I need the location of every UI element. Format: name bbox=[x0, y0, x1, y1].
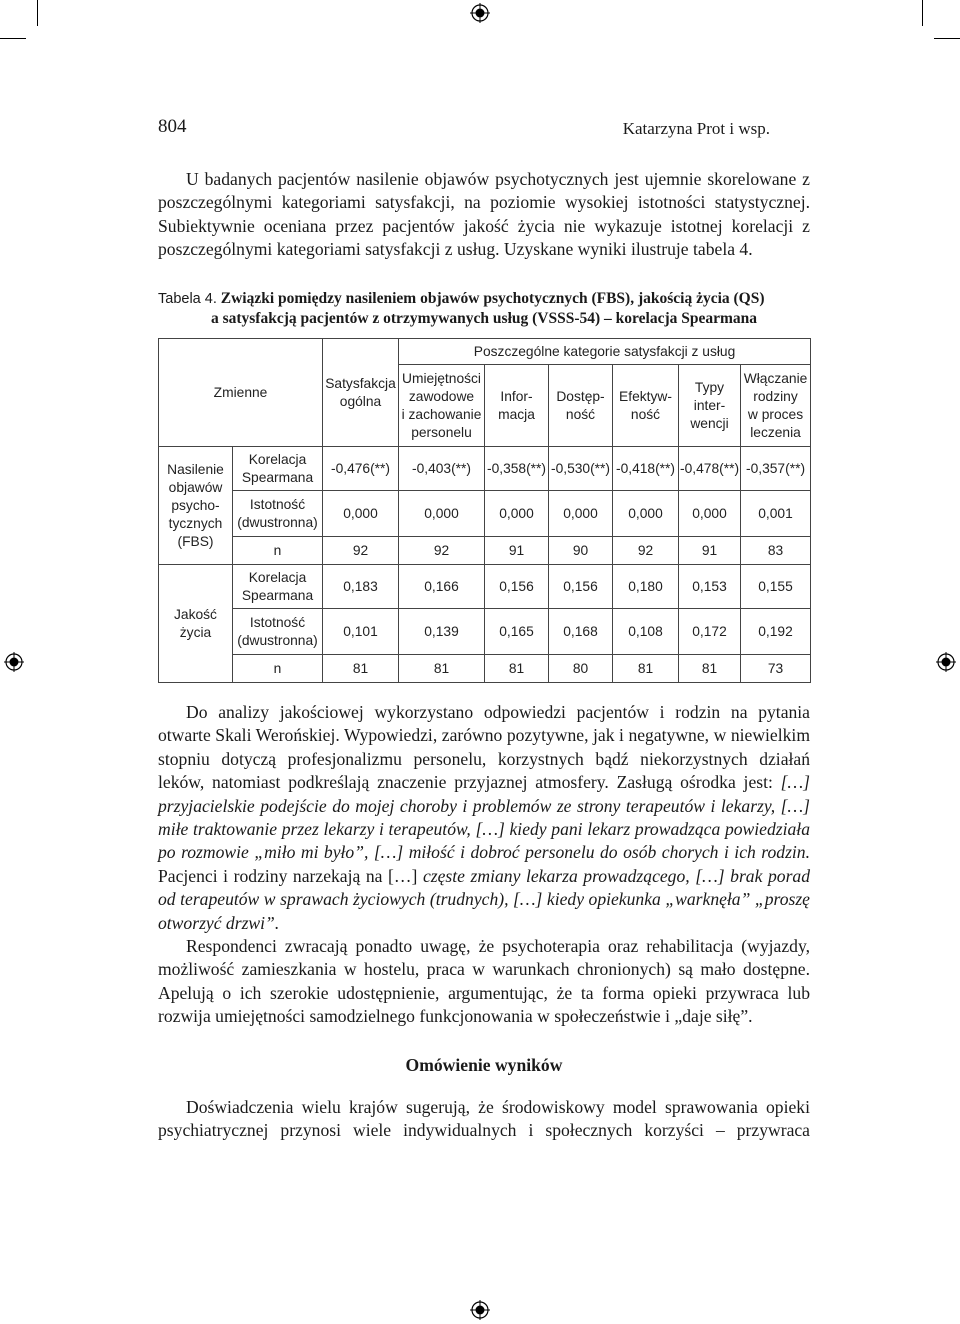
qualitative-quote-2: częste zmiany lekarza prowadzącego, […] brak porad od terapeutów w sprawach życiowych (trudnych), […] kiedy opiekunka „warknęła” „proszę otworzyć drzwi”. bbox=[158, 865, 811, 933]
cell: 0,000 bbox=[485, 491, 549, 537]
registration-mark-top-icon bbox=[470, 3, 490, 23]
cell: 90 bbox=[549, 537, 613, 565]
header-category: Infor- macja bbox=[485, 365, 549, 447]
header-category: Typy inter- wencji bbox=[679, 365, 741, 447]
cell: 0,000 bbox=[613, 491, 679, 537]
table-caption bbox=[158, 289, 810, 329]
cell: 81 bbox=[613, 655, 679, 683]
cell: 0,153 bbox=[679, 565, 741, 609]
cell: -0,478(**) bbox=[679, 447, 741, 491]
header-category: Efektyw- ność bbox=[613, 365, 679, 447]
cell: -0,403(**) bbox=[399, 447, 485, 491]
cell: -0,476(**) bbox=[323, 447, 399, 491]
qualitative-quote-1: […] przyjacielskie podejście do mojej choroby i problemów ze strony terapeutów i lekarzy, […] miłe traktowanie przez lekarzy i terapeutów, […] kiedy pani lekarz prowadząca powiedziała po rozmowie „miło mi było”, […] miłość i dobroć personelu do osób chorych i ich rodzin. bbox=[158, 772, 810, 863]
cell: 0,156 bbox=[485, 565, 549, 609]
qualitative-paragraph bbox=[158, 701, 810, 935]
table-row bbox=[159, 447, 811, 491]
cell: 0,139 bbox=[399, 609, 485, 655]
cell: 83 bbox=[741, 537, 811, 565]
qualitative-text-1: Do analizy jakościowej wykorzystano odpowiedzi pacjentów i rodzin na pytania otwarte Skali Werońskiej. Wypowiedzi, zarówno pozytywne, jak i negatywne, w niewielkim stopniu dotyczą profesjonalizmu personelu, korzystnych bądź niekorzystnych działań leków, natomiast podkreślają znaczenie przyjaznej atmosfery. Zasługą ośrodka jest: bbox=[158, 702, 810, 793]
correlation-table bbox=[158, 338, 811, 683]
discussion-block bbox=[158, 1096, 810, 1143]
cell: -0,357(**) bbox=[741, 447, 811, 491]
cell: 0,001 bbox=[741, 491, 811, 537]
cell: 81 bbox=[323, 655, 399, 683]
row-label: Istotność (dwustronna) bbox=[233, 609, 323, 655]
cell: 0,000 bbox=[679, 491, 741, 537]
cell: 0,000 bbox=[399, 491, 485, 537]
cell: 91 bbox=[485, 537, 549, 565]
group-label-fbs: Nasilenie objawów psycho- tycznych (FBS) bbox=[159, 447, 233, 565]
table-row bbox=[159, 655, 811, 683]
cell: 81 bbox=[399, 655, 485, 683]
cell: 0,101 bbox=[323, 609, 399, 655]
table-caption-label: Tabela 4. bbox=[158, 291, 217, 307]
intro-paragraph-block bbox=[158, 168, 810, 262]
cell: 0,000 bbox=[323, 491, 399, 537]
header-category: Dostęp- ność bbox=[549, 365, 613, 447]
cell: 80 bbox=[549, 655, 613, 683]
row-label: Korelacja Spearmana bbox=[233, 447, 323, 491]
qualitative-analysis-block bbox=[158, 701, 810, 1029]
cell: -0,418(**) bbox=[613, 447, 679, 491]
cell: 0,168 bbox=[549, 609, 613, 655]
row-label: n bbox=[233, 537, 323, 565]
crop-mark-top-right-h bbox=[934, 38, 960, 39]
table-row bbox=[159, 537, 811, 565]
intro-paragraph: U badanych pacjentów nasilenie objawów psychotycznych jest ujemnie skorelowane z poszczególnymi kategoriami satysfakcji, na poziomie wysokiej istotności statystycznej. Subiektywnie oceniana przez pacjentów jakość życia nie wykazuje istotnej korelacji z poszczególnymi kategoriami satysfakcji z usług. Uzyskane wyniki ilustruje tabela 4. bbox=[158, 169, 810, 260]
discussion-paragraph: Doświadczenia wielu krajów sugerują, że środowiskowy model sprawowania opieki psychiatrycznej przynosi wiele indywidualnych i społecznych korzyści – przywraca bbox=[158, 1097, 810, 1141]
crop-mark-top-left-h bbox=[0, 38, 26, 39]
cell: -0,530(**) bbox=[549, 447, 613, 491]
cell: 0,172 bbox=[679, 609, 741, 655]
table-row bbox=[159, 565, 811, 609]
table-row bbox=[159, 609, 811, 655]
crop-mark-top-left bbox=[37, 0, 38, 26]
crop-mark-top-right bbox=[922, 0, 923, 26]
cell: 0,155 bbox=[741, 565, 811, 609]
table-caption-title-line1: Związki pomiędzy nasileniem objawów psychotycznych (FBS), jakością życia (QS) bbox=[220, 290, 765, 307]
header-satysfakcja-ogolna: Satysfakcja ogólna bbox=[323, 339, 399, 447]
cell: 0,166 bbox=[399, 565, 485, 609]
cell: 73 bbox=[741, 655, 811, 683]
cell: 91 bbox=[679, 537, 741, 565]
registration-mark-bottom-icon bbox=[470, 1300, 490, 1320]
cell: 0,183 bbox=[323, 565, 399, 609]
row-label: Istotność (dwustronna) bbox=[233, 491, 323, 537]
header-category-group: Poszczególne kategorie satysfakcji z usług bbox=[399, 339, 811, 365]
cell: 0,165 bbox=[485, 609, 549, 655]
table-caption-title-line2: a satysfakcją pacjentów z otrzymywanych usług (VSSS-54) – korelacja Spearmana bbox=[210, 310, 758, 327]
cell: 81 bbox=[485, 655, 549, 683]
group-label-quality-of-life: Jakość życia bbox=[159, 565, 233, 683]
header-category: Włączanie rodziny w proces leczenia bbox=[741, 365, 811, 447]
cell: -0,358(**) bbox=[485, 447, 549, 491]
cell: 0,108 bbox=[613, 609, 679, 655]
cell: 92 bbox=[399, 537, 485, 565]
page-number: 804 bbox=[158, 116, 187, 137]
qualitative-text-2: Pacjenci i rodziny narzekają na […] bbox=[158, 865, 423, 886]
cell: 92 bbox=[613, 537, 679, 565]
running-head: Katarzyna Prot i wsp. bbox=[622, 119, 770, 138]
registration-mark-left-icon bbox=[4, 652, 24, 672]
header-category: Umiejętności zawodowe i zachowanie personelu bbox=[399, 365, 485, 447]
row-label: n bbox=[233, 655, 323, 683]
registration-mark-right-icon bbox=[936, 652, 956, 672]
cell: 0,180 bbox=[613, 565, 679, 609]
cell: 0,156 bbox=[549, 565, 613, 609]
section-heading: Omówienie wyników bbox=[405, 1055, 563, 1075]
cell: 81 bbox=[679, 655, 741, 683]
respondents-paragraph: Respondenci zwracają ponadto uwagę, że psychoterapia oraz rehabilitacja (wyjazdy, możliwość zamieszkania w hostelu, praca w warunkach chronionych) są mało dostępne. Apelują o ich szerokie udostępnienie, argumentując, że ta forma opieki przywraca lub rozwija umiejętności samodzielnego funkcjonowania w społeczeństwie i „daje siłę”. bbox=[158, 936, 810, 1027]
table-row bbox=[159, 491, 811, 537]
cell: 92 bbox=[323, 537, 399, 565]
cell: 0,000 bbox=[549, 491, 613, 537]
cell: 0,192 bbox=[741, 609, 811, 655]
row-label: Korelacja Spearmana bbox=[233, 565, 323, 609]
header-zmienne: Zmienne bbox=[159, 339, 323, 447]
